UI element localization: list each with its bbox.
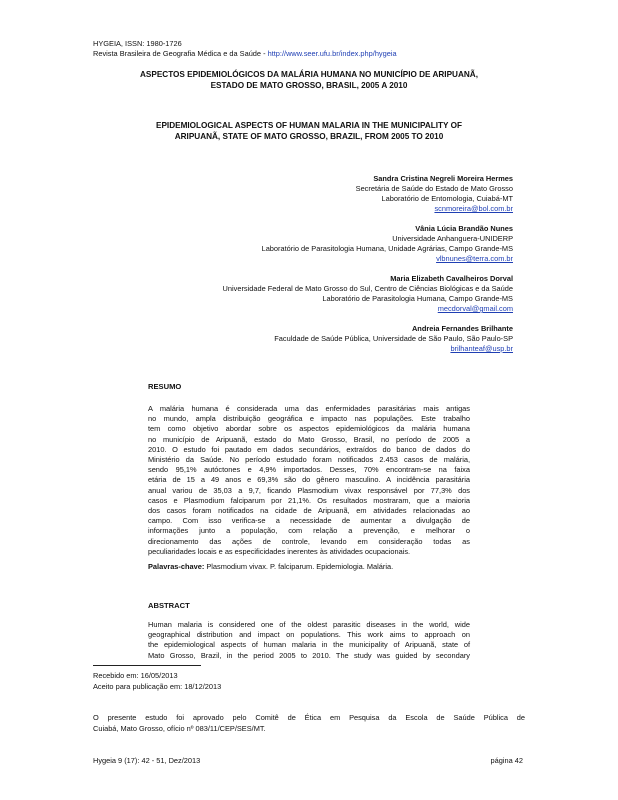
author-block bbox=[274, 324, 513, 354]
author-affiliation: Faculdade de Saúde Pública, Universidade de São Paulo, São Paulo-SP bbox=[274, 334, 513, 343]
ethics-note bbox=[93, 713, 525, 734]
resumo-line: Ministério da Saúde. No período estudado foram notificados 2.453 casos de malária, bbox=[148, 455, 470, 465]
title-portuguese: ASPECTOS EPIDEMIOLÓGICOS DA MALÁRIA HUMANA NO MUNICÍPIO DE ARIPUANÃ, ESTADO DE MATO GROSSO, BRASIL, 2005 A 2010 bbox=[140, 70, 478, 90]
resumo-line: 2010. O estudo foi pautado em dados secundários, extraídos do banco de dados do bbox=[148, 444, 470, 454]
author-email-link[interactable]: mecdorval@gmail.com bbox=[437, 304, 513, 313]
resumo-line: anual variou de 35,03 a 9,7, ficando Plasmodium vivax responsável por 77,3% dos bbox=[148, 485, 470, 495]
abstract-line: Mato Grosso, Brazil, in the period 2005 to 2010. The study was guided by secondary bbox=[148, 650, 470, 660]
author-name: Maria Elizabeth Cavalheiros Dorval bbox=[390, 274, 513, 283]
author-affiliation: Universidade Anhanguera-UNIDERP bbox=[392, 234, 513, 243]
keywords bbox=[148, 562, 470, 572]
author-block bbox=[262, 224, 513, 264]
resumo-line: tem como objetivo abordar sobre os aspectos epidemiológicos da malária humana bbox=[148, 424, 470, 434]
keywords-label: Palavras-chave: bbox=[148, 562, 205, 571]
ethics-line: Cuiabá, Mato Grosso, ofício nº 083/11/CEP/SES/MT. bbox=[93, 723, 266, 733]
received-date: Recebido em: 16/05/2013 bbox=[93, 671, 178, 680]
author-name: Sandra Cristina Negreli Moreira Hermes bbox=[373, 174, 513, 183]
author-affiliation: Universidade Federal de Mato Grosso do Sul, Centro de Ciências Biológicas e da Saúde bbox=[222, 284, 513, 293]
author-email-link[interactable]: brilhanteaf@usp.br bbox=[450, 344, 513, 353]
author-block bbox=[223, 274, 513, 314]
footer-page-number: página 42 bbox=[490, 756, 523, 765]
abstract-heading: ABSTRACT bbox=[148, 601, 190, 610]
resumo-line: informações junto a população, com relação a prevenção, e melhorar o bbox=[148, 526, 470, 536]
author-block bbox=[356, 174, 513, 214]
resumo-line: A malária humana é considerada uma das enfermidades parasitárias mais antigas bbox=[148, 404, 470, 413]
resumo-line: campo. Com isso verifica-se a necessidade de aumentar a divulgação de bbox=[148, 516, 470, 526]
accepted-date: Aceito para publicação em: 18/12/2013 bbox=[93, 681, 222, 691]
submission-dates bbox=[93, 671, 221, 692]
author-affiliation: Laboratório de Parasitologia Humana, Unidade Agrárias, Campo Grande-MS bbox=[261, 244, 513, 253]
resumo-line: peculiaridades locais e as especificidades inerentes às atividades ocupacionais. bbox=[148, 546, 411, 556]
abstract-text bbox=[148, 620, 470, 661]
author-affiliation: Secretária de Saúde do Estado de Mato Grosso bbox=[355, 184, 513, 193]
resumo-line: direcionamento das ações de controle, levando em consideração todas as bbox=[148, 536, 470, 546]
ethics-line: O presente estudo foi aprovado pelo Comitê de Ética em Pesquisa da Escola de Saúde Pública de bbox=[93, 713, 525, 722]
resumo-line: sendo 95,1% autóctones e 4,9% importados. Desses, 70% encontram-se na faixa bbox=[148, 465, 470, 475]
author-email-link[interactable]: scnmoreira@bol.com.br bbox=[434, 204, 513, 213]
author-name: Andreia Fernandes Brilhante bbox=[411, 324, 513, 333]
journal-url-link[interactable]: http://www.seer.ufu.br/index.php/hygeia bbox=[267, 49, 397, 58]
journal-header bbox=[93, 39, 397, 59]
journal-issn: HYGEIA, ISSN: 1980-1726 bbox=[93, 39, 182, 48]
title-english: EPIDEMIOLOGICAL ASPECTS OF HUMAN MALARIA IN THE MUNICIPALITY OF ARIPUANÃ, STATE OF MATO GROSSO, BRAZIL, FROM 2005 TO 2010 bbox=[156, 121, 462, 141]
resumo-line: no mundo, ampla distribuição geográfica e impacto nas populações. Este trabalho bbox=[148, 414, 470, 424]
author-name: Vânia Lúcia Brandão Nunes bbox=[415, 224, 513, 233]
author-affiliation: Laboratório de Parasitologia Humana, Campo Grande-MS bbox=[322, 294, 513, 303]
resumo-line: dos casos foram notificados na cidade de Aripuanã, em atividades relacionadas ao bbox=[148, 506, 470, 516]
author-affiliation: Laboratório de Entomologia, Cuiabá-MT bbox=[381, 194, 513, 203]
abstract-line: Human malaria is considered one of the oldest parasitic diseases in the world, wide bbox=[148, 620, 470, 629]
journal-subtitle: Revista Brasileira de Geografia Médica e da Saúde - http://www.seer.ufu.br/index.php/hygeia bbox=[93, 49, 397, 58]
resumo-text bbox=[148, 404, 470, 557]
abstract-line: geographical distribution and impact on populations. This work aims to approach on bbox=[148, 630, 470, 640]
resumo-line: no município de Aripuanã, estado do Mato Grosso, Brasil, no período de 2005 a bbox=[148, 434, 470, 444]
keywords-list: Plasmodium vivax. P. falciparum. Epidemiologia. Malária. bbox=[206, 562, 394, 571]
footnote-divider bbox=[93, 665, 201, 666]
resumo-line: casos e Plasmodium falciparum por 21,1%. Os resultados mostraram, que a maioria bbox=[148, 495, 470, 505]
author-email-link[interactable]: vlbnunes@terra.com.br bbox=[436, 254, 513, 263]
resumo-line: etária de 15 a 49 anos e 69,3% são do gênero masculino. A incidência parasitária bbox=[148, 475, 470, 485]
footer-citation: Hygeia 9 (17): 42 - 51, Dez/2013 bbox=[93, 756, 201, 765]
abstract-line: the epidemiological aspects of human malaria in the municipality of Aripuanã, state of bbox=[148, 640, 470, 650]
resumo-heading: RESUMO bbox=[148, 382, 182, 391]
